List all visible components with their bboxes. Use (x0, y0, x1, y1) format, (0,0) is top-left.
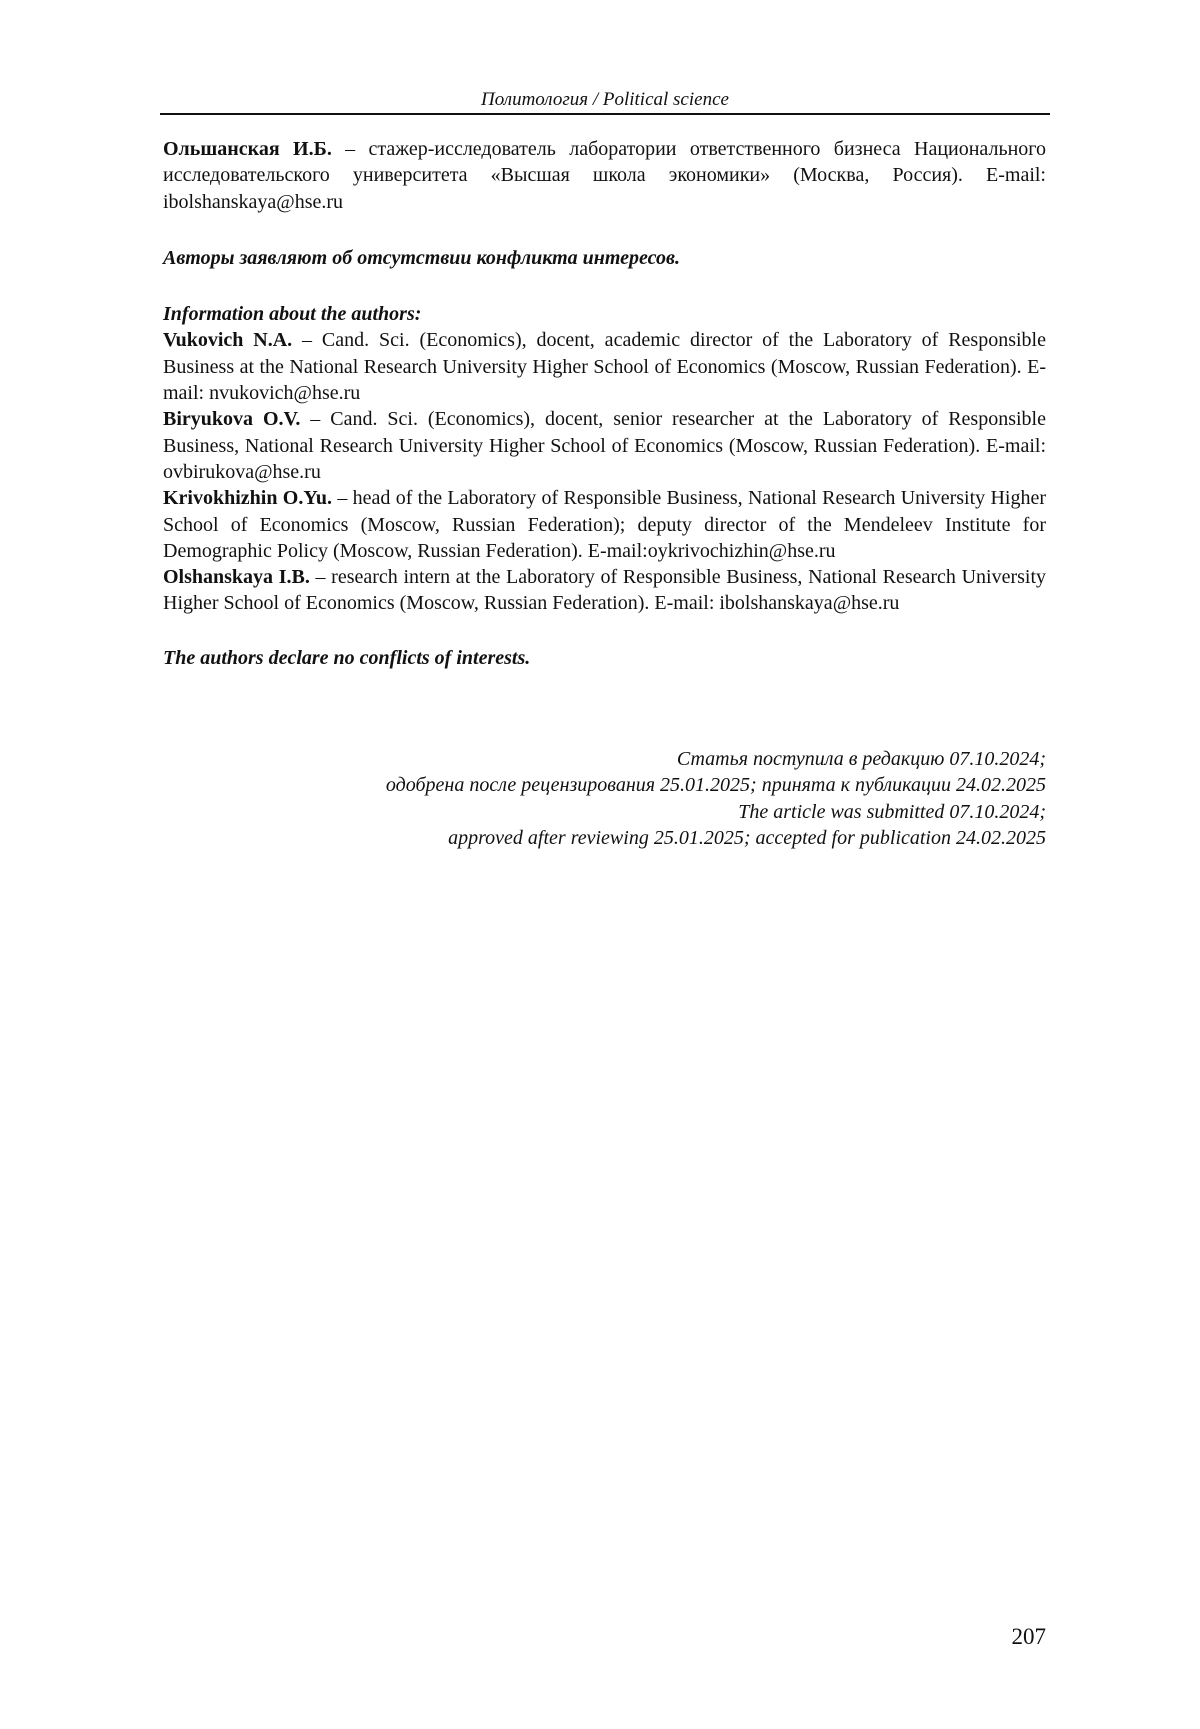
spacer (163, 617, 1046, 645)
spacer (163, 271, 1046, 301)
en-dates-line-2: approved after reviewing 25.01.2025; accepted for publication 24.02.2025 (448, 826, 1046, 849)
author-description: – research intern at the Laboratory of Responsible Business, National Research University Higher School of Economics (Moscow, Russian Federation). E-mail: ibolshanskaya@hse.ru (163, 566, 1047, 615)
article-body (163, 136, 1046, 671)
author-entry (163, 406, 1046, 485)
spacer (163, 215, 1046, 245)
en-conflict-statement: The authors declare no conflicts of interests. (163, 646, 531, 669)
author-entry (163, 564, 1046, 617)
author-name: Krivokhizhin O.Yu. (163, 487, 333, 510)
ru-author-name: Ольшанская И.Б. (163, 138, 332, 160)
submission-dates (163, 746, 1046, 851)
ru-dates-line-2: одобрена после рецензирования 25.01.2025; принята к публикации 24.02.2025 (385, 774, 1046, 797)
running-title: Политология / Political science (481, 89, 729, 110)
author-description: – Cand. Sci. (Economics), docent, academic director of the Laboratory of Responsible Business at the National Research University Higher School of Economics (Moscow, Russian Federation). E-mail: nvukovich@hse.ru (163, 329, 1046, 405)
ru-author-description: – стажер-исследователь лаборатории ответственного бизнеса Национального исследовательского университета «Высшая школа экономики» (Москва, Россия). E-mail: ibolshanskaya@hse.ru (163, 138, 1046, 213)
author-description: – Cand. Sci. (Economics), docent, senior researcher at the Laboratory of Responsible Business, National Research University Higher School of Economics (Moscow, Russian Federation). E-mail: ovbirukova@hse.ru (163, 408, 1046, 483)
ru-author-entry (163, 136, 1046, 215)
header-rule (160, 113, 1050, 115)
author-entry (163, 327, 1046, 406)
author-entry (163, 485, 1046, 564)
author-name: Olshanskaya I.B. (163, 566, 310, 589)
en-authors-heading: Information about the authors: (163, 303, 422, 326)
en-dates-line-1: The article was submitted 07.10.2024; (738, 800, 1046, 823)
author-name: Biryukova O.V. (163, 408, 301, 431)
author-name: Vukovich N.A. (163, 329, 293, 352)
ru-conflict-statement: Авторы заявляют об отсутствии конфликта интересов. (163, 246, 680, 269)
ru-dates-line-1: Статья поступила в редакцию 07.10.2024; (676, 748, 1046, 770)
author-description: – head of the Laboratory of Responsible Business, National Research University Higher School of Economics (Moscow, Russian Federation); deputy director of the Mendeleev Institute for Demographic Policy (Moscow, Russian Federation). E-mail:oykrivochizhin@hse.ru (163, 487, 1046, 562)
page-number: 207 (1011, 1624, 1046, 1649)
